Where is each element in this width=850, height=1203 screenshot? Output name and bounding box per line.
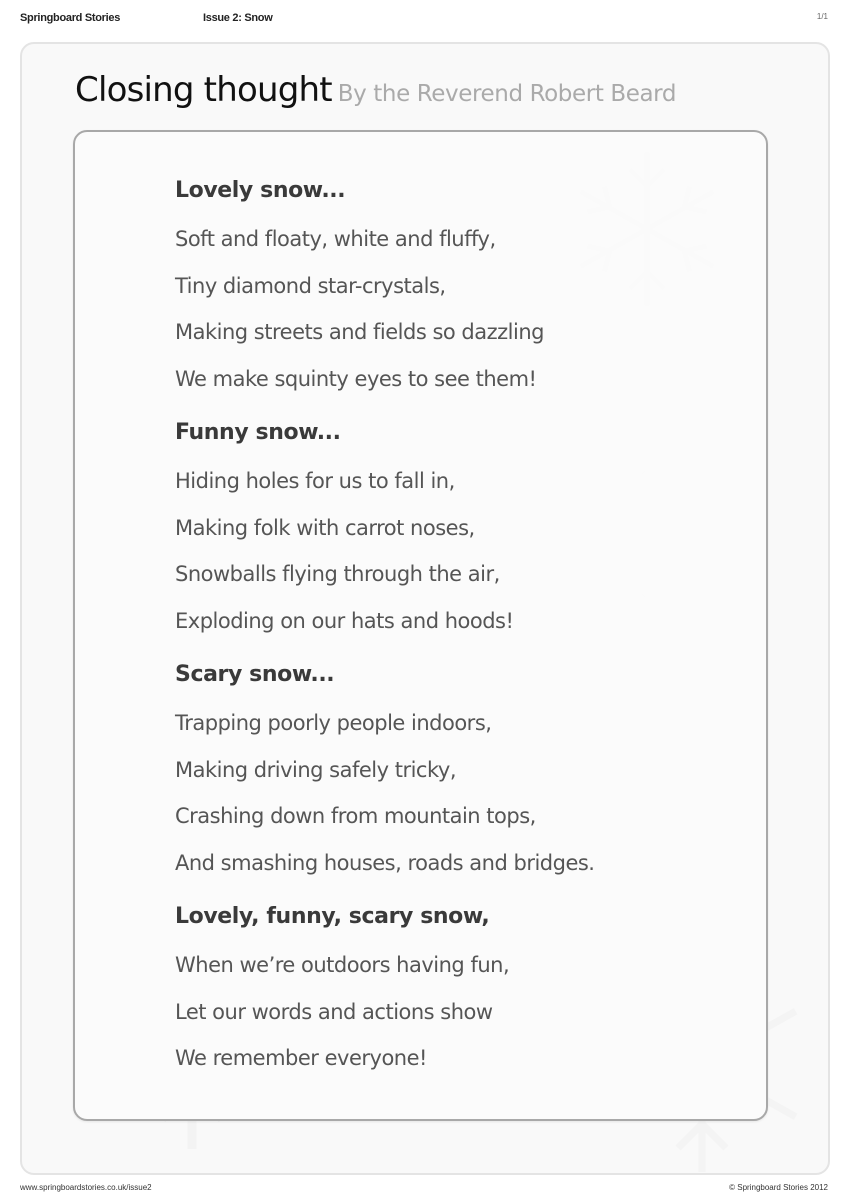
stanza-heading: Lovely snow...: [175, 178, 346, 203]
poem-line: Snowballs flying through the air,: [175, 562, 500, 586]
poem-line: We make squinty eyes to see them!: [175, 366, 537, 391]
poem-line: And smashing houses, roads and bridges.: [175, 850, 595, 875]
page-footer: [0, 1183, 850, 1199]
poem-line: Trapping poorly people indoors,: [175, 711, 492, 735]
stanza-heading: Scary snow...: [175, 662, 335, 687]
poem-line: Making driving safely tricky,: [175, 757, 456, 782]
copyright-notice: © Springboard Stories 2012: [729, 1183, 828, 1192]
stanza: [175, 414, 594, 648]
poem-line: We remember everyone!: [175, 1046, 427, 1070]
poem-box: [73, 130, 768, 1121]
poem-line: Let our words and actions show: [175, 999, 493, 1024]
poem-line: When we’re outdoors having fun,: [175, 953, 510, 977]
publication-name: Springboard Stories: [20, 12, 121, 24]
poem-line: Exploding on our hats and hoods!: [175, 608, 514, 633]
page-indicator: 1/1: [816, 12, 828, 21]
website-link[interactable]: www.springboardstories.co.uk/issue2: [20, 1183, 152, 1192]
stanza: [175, 656, 594, 890]
stanza: [175, 898, 594, 1086]
author-byline: By the Reverend Robert Beard: [337, 81, 677, 107]
poem-line: Making folk with carrot noses,: [175, 515, 475, 540]
poem-line: Soft and floaty, white and fluffy,: [175, 227, 496, 251]
issue-label: Issue 2: Snow: [203, 12, 273, 24]
page-header: [0, 10, 850, 30]
poem: [175, 172, 594, 1094]
poem-line: Crashing down from mountain tops,: [175, 804, 536, 828]
poem-line: Hiding holes for us to fall in,: [175, 469, 455, 493]
page-title: Closing thought: [75, 70, 332, 110]
poem-line: Making streets and fields so dazzling: [175, 320, 544, 344]
article-heading: [75, 70, 676, 110]
stanza: [175, 172, 594, 406]
poem-line: Tiny diamond star-crystals,: [175, 273, 446, 298]
stanza-heading: Lovely, funny, scary snow,: [175, 904, 490, 929]
stanza-heading: Funny snow...: [175, 420, 341, 445]
